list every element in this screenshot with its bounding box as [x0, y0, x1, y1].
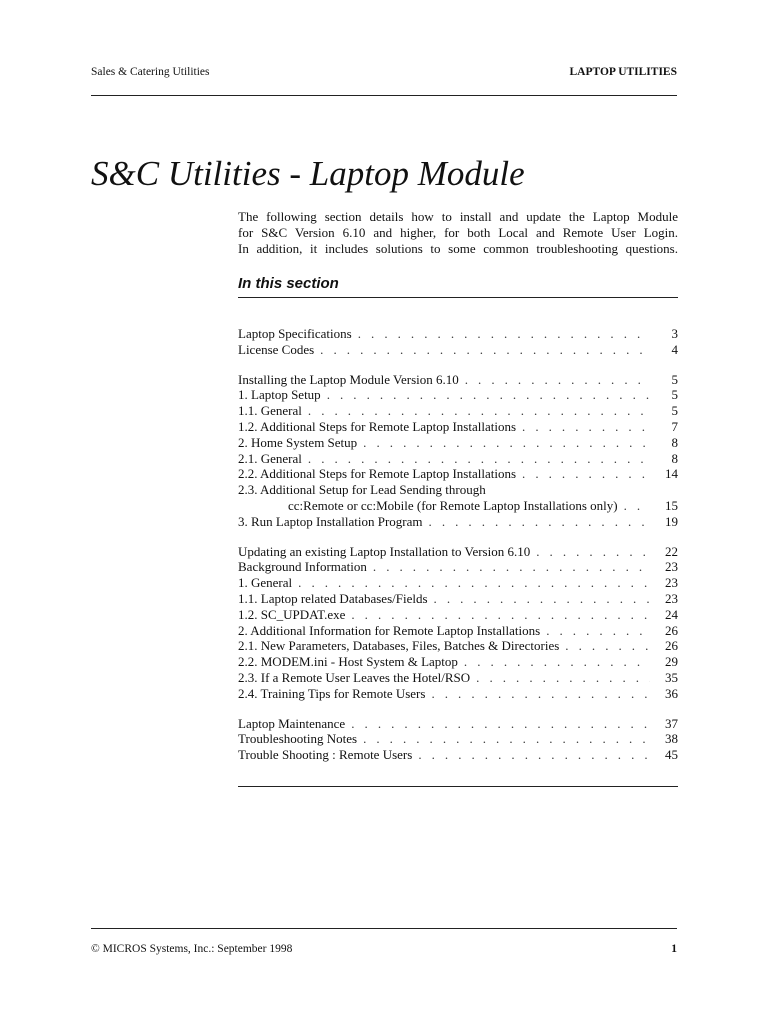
toc-entry-label: Laptop Specifications: [238, 326, 352, 341]
toc-dot-leader: [434, 591, 650, 607]
toc-entry[interactable]: [238, 372, 678, 388]
toc-dot-leader: [522, 466, 650, 482]
toc-entry-label: 2.3. If a Remote User Leaves the Hotel/RSO: [238, 669, 471, 685]
toc-entry[interactable]: [238, 716, 678, 732]
toc-dot-leader: [429, 514, 650, 530]
toc-entry-label: 2.1. General: [238, 450, 302, 466]
section-heading: In this section: [238, 275, 339, 292]
toc-dot-leader: [565, 638, 650, 654]
toc-entry-label: Updating an existing Laptop Installation to Version 6.10: [238, 543, 531, 559]
toc-entry[interactable]: [238, 387, 678, 403]
intro-line: for S&C Version 6.10 and higher, for both Local and Remote User Login.: [238, 225, 678, 240]
toc-entry-label: cc:Remote or cc:Mobile (for Remote Laptop Installations only): [288, 497, 618, 513]
toc-dot-leader: [308, 403, 650, 419]
toc-entry[interactable]: [238, 498, 678, 514]
toc-dot-leader: [358, 326, 650, 342]
toc-entry-page: 3: [671, 326, 678, 341]
toc-entry[interactable]: [238, 342, 678, 358]
toc-entry-label: 2.2. MODEM.ini - Host System & Laptop: [238, 654, 458, 670]
toc-entry[interactable]: [238, 482, 678, 498]
toc-entry-label: 1. Laptop Setup: [238, 387, 321, 403]
toc-entry-label: License Codes: [238, 341, 315, 357]
toc-entry[interactable]: [238, 731, 678, 747]
toc-entry-page: 8: [671, 450, 678, 466]
toc-entry-page: 15: [665, 497, 678, 513]
toc-entry[interactable]: [238, 326, 678, 342]
toc-entry-label: 3. Run Laptop Installation Program: [238, 513, 423, 529]
toc-entry-page: 23: [665, 559, 678, 575]
toc-entry-label: Trouble Shooting : Remote Users: [238, 747, 413, 763]
toc-dot-leader: [465, 372, 650, 388]
running-header-left: Sales & Catering Utilities: [91, 66, 210, 78]
intro-line: In addition, it includes solutions to some common troubleshooting questions.: [238, 241, 678, 256]
toc-end-divider: [238, 786, 678, 787]
toc-entry[interactable]: [238, 747, 678, 763]
table-of-contents: [238, 326, 678, 777]
toc-dot-leader: [320, 342, 650, 358]
toc-entry-page: 5: [671, 387, 678, 403]
toc-dot-leader: [418, 747, 650, 763]
toc-entry[interactable]: [238, 435, 678, 451]
page-number: 1: [671, 943, 677, 955]
toc-entry-page: 8: [671, 434, 678, 450]
toc-dot-leader: [327, 387, 650, 403]
toc-entry-label: 1.2. Additional Steps for Remote Laptop Installations: [238, 418, 517, 434]
toc-dot-leader: [308, 451, 650, 467]
toc-entry-label: 1.2. SC_UPDAT.exe: [238, 606, 346, 622]
toc-dot-leader: [351, 607, 650, 623]
page-title: S&C Utilities - Laptop Module: [91, 154, 525, 193]
header-divider: [91, 95, 677, 96]
toc-entry-label: Laptop Maintenance: [238, 715, 346, 731]
toc-group: [238, 544, 678, 702]
toc-dot-leader: [298, 575, 650, 591]
toc-group: [238, 716, 678, 763]
toc-entry-page: 14: [665, 466, 678, 482]
toc-entry-page: 38: [665, 731, 678, 747]
copyright-footer: © MICROS Systems, Inc.: September 1998: [91, 943, 293, 955]
toc-dot-leader: [464, 654, 650, 670]
toc-entry[interactable]: [238, 419, 678, 435]
toc-entry-page: 45: [665, 747, 678, 763]
toc-entry-page: 23: [665, 590, 678, 606]
toc-entry[interactable]: [238, 575, 678, 591]
toc-entry[interactable]: [238, 544, 678, 560]
toc-entry[interactable]: [238, 403, 678, 419]
toc-dot-leader: [536, 544, 650, 560]
toc-entry-label: 1. General: [238, 575, 293, 591]
toc-entry-page: 37: [665, 715, 678, 731]
toc-dot-leader: [522, 419, 650, 435]
toc-entry[interactable]: [238, 638, 678, 654]
toc-entry-label: 2. Home System Setup: [238, 434, 358, 450]
toc-dot-leader: [351, 716, 650, 732]
toc-entry-page: 26: [665, 622, 678, 638]
toc-entry[interactable]: [238, 591, 678, 607]
intro-line: The following section details how to install and update the Laptop Module: [238, 209, 678, 224]
toc-entry-label: 2. Additional Information for Remote Laptop Installations: [238, 622, 541, 638]
toc-entry[interactable]: [238, 514, 678, 530]
toc-entry-page: 35: [665, 669, 678, 685]
toc-group: [238, 326, 678, 358]
toc-entry-label: Background Information: [238, 559, 367, 575]
toc-entry-label: 1.1. Laptop related Databases/Fields: [238, 590, 428, 606]
toc-entry-label: Installing the Laptop Module Version 6.10: [238, 371, 459, 387]
toc-entry-page: 26: [665, 638, 678, 654]
toc-entry-page: 22: [665, 543, 678, 559]
toc-entry-page: 36: [665, 685, 678, 701]
toc-entry-label: 2.3. Additional Setup for Lead Sending through: [238, 482, 486, 498]
toc-dot-leader: [624, 498, 650, 514]
toc-entry[interactable]: [238, 607, 678, 623]
toc-entry-label: Troubleshooting Notes: [238, 731, 358, 747]
toc-group: [238, 372, 678, 530]
toc-entry[interactable]: [238, 654, 678, 670]
toc-entry[interactable]: [238, 686, 678, 702]
running-header-right: LAPTOP UTILITIES: [569, 66, 677, 78]
toc-dot-leader: [363, 435, 650, 451]
toc-entry[interactable]: [238, 559, 678, 575]
toc-entry-page: 29: [665, 654, 678, 670]
toc-dot-leader: [431, 686, 650, 702]
toc-dot-leader: [476, 670, 650, 686]
toc-dot-leader: [546, 623, 650, 639]
toc-entry-page: 23: [665, 575, 678, 591]
toc-entry-page: 5: [671, 403, 678, 419]
toc-entry[interactable]: [238, 670, 678, 686]
toc-entry-page: 19: [665, 513, 678, 529]
footer-divider: [91, 928, 677, 929]
toc-entry-label: 2.1. New Parameters, Databases, Files, Batches & Directories: [238, 638, 560, 654]
toc-entry-label: 2.4. Training Tips for Remote Users: [238, 685, 426, 701]
toc-dot-leader: [363, 731, 650, 747]
toc-entry-label: 1.1. General: [238, 403, 302, 419]
toc-entry-label: 2.2. Additional Steps for Remote Laptop Installations: [238, 466, 517, 482]
toc-entry-page: 5: [671, 371, 678, 387]
toc-dot-leader: [373, 559, 650, 575]
toc-entry[interactable]: [238, 466, 678, 482]
section-divider: [238, 297, 678, 298]
toc-entry-page: 7: [671, 418, 678, 434]
toc-entry[interactable]: [238, 451, 678, 467]
intro-paragraph: [238, 209, 678, 257]
toc-entry-page: 4: [671, 341, 678, 357]
toc-entry[interactable]: [238, 623, 678, 639]
toc-entry-page: 24: [665, 606, 678, 622]
